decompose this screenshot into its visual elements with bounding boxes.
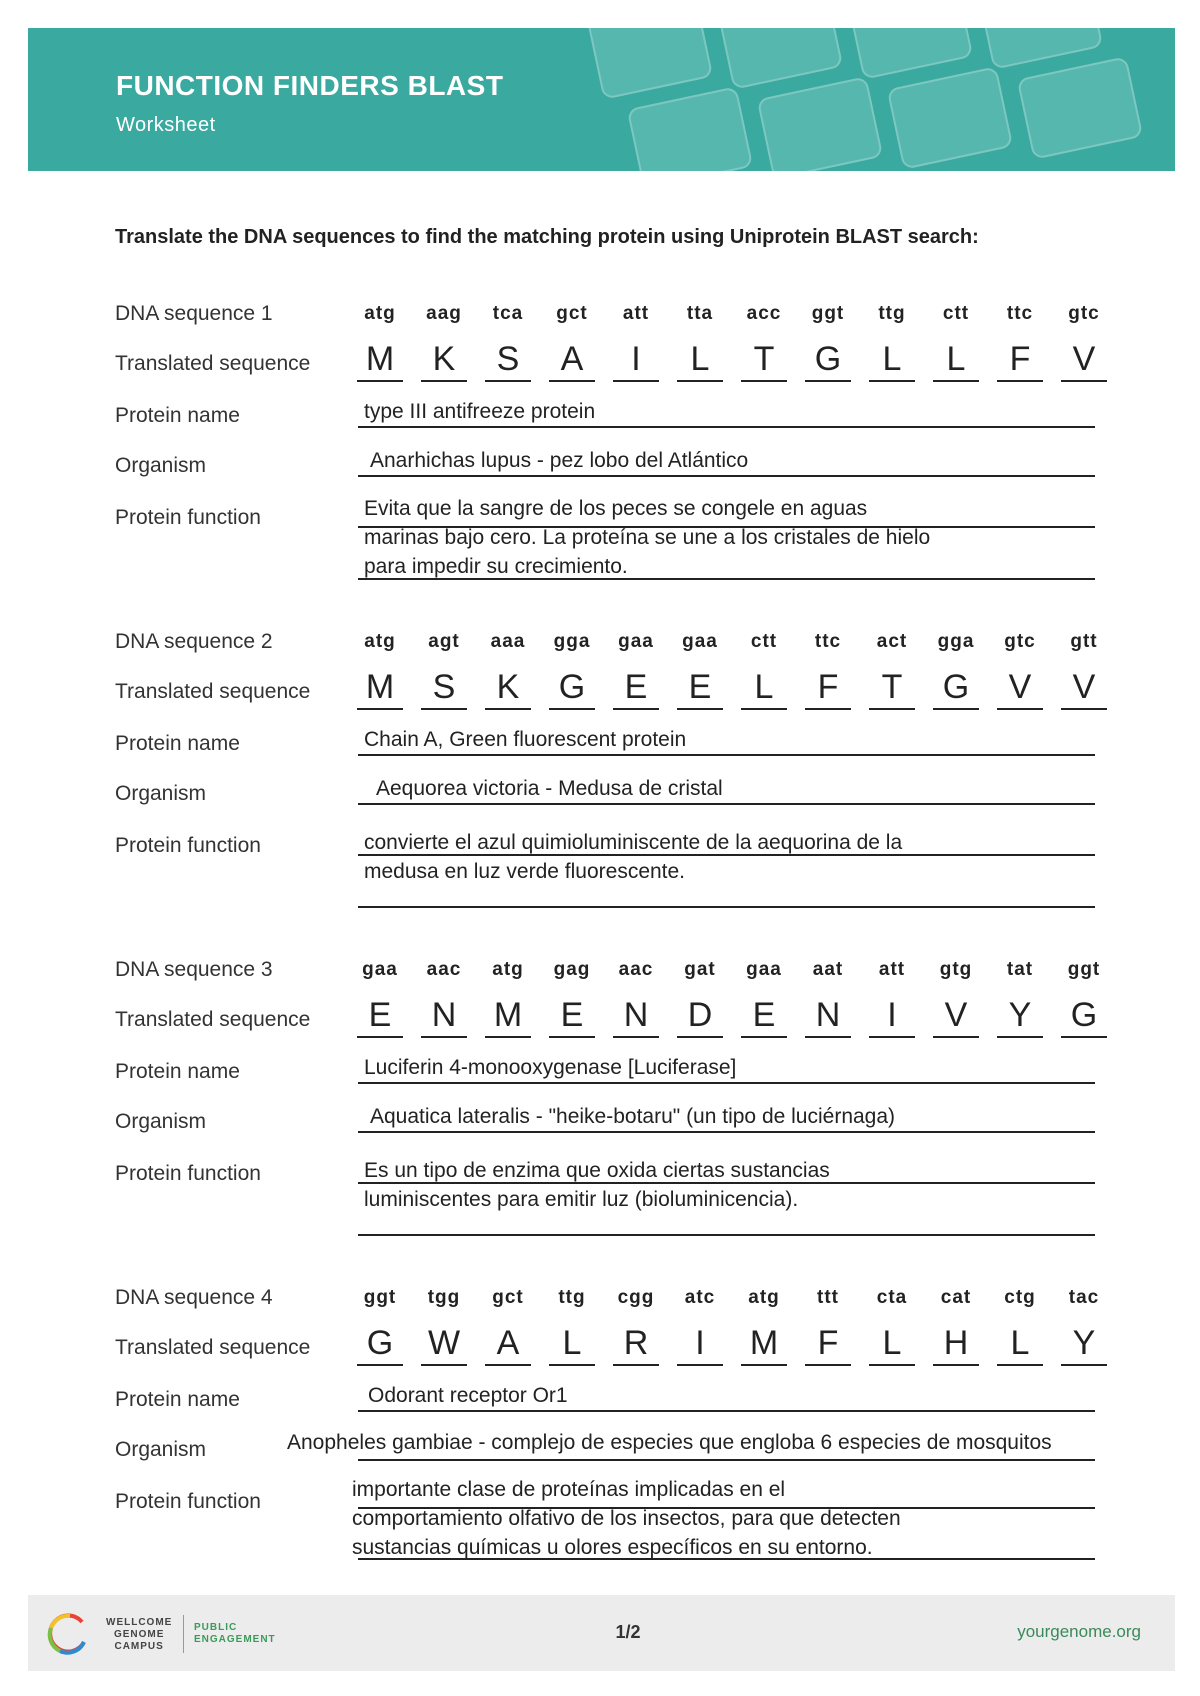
function-line: Evita que la sangre de los peces se congele en aguas (364, 497, 868, 520)
divider (183, 1615, 184, 1653)
codon: atg (492, 959, 524, 980)
amino-acid: Y (1061, 1324, 1107, 1366)
codon: gaa (682, 631, 718, 652)
dna-sequence-label: DNA sequence 3 (115, 958, 273, 981)
amino-acid: L (997, 1324, 1043, 1366)
amino-acid: E (741, 996, 787, 1038)
pe-line: ENGAGEMENT (194, 1634, 276, 1645)
protein-name-label: Protein name (115, 732, 240, 755)
codon: gct (556, 303, 588, 324)
function-line: comportamiento olfativo de los insectos, para que detecten (352, 1507, 901, 1530)
amino-acid: T (741, 340, 787, 382)
codon: tat (1006, 959, 1034, 980)
amino-acid: M (741, 1324, 787, 1366)
amino-acid: L (549, 1324, 595, 1366)
amino-acid: D (677, 996, 723, 1038)
codon: cgg (617, 1287, 655, 1308)
answer-line (358, 1507, 1095, 1509)
codon: aag (426, 303, 462, 324)
codon: gtc (1004, 631, 1036, 652)
function-line: medusa en luz verde fluorescente. (364, 860, 686, 883)
answer-line (358, 578, 1095, 580)
answer-line (358, 1459, 1095, 1461)
amino-acid: A (485, 1324, 531, 1366)
sequence-section-1 (0, 294, 1200, 604)
codon: cat (940, 1287, 972, 1308)
translated-sequence-label: Translated sequence (115, 352, 311, 375)
codon: atg (364, 303, 396, 324)
amino-acid: F (805, 1324, 851, 1366)
codon: ctt (942, 303, 970, 324)
footer (28, 1595, 1175, 1671)
codon: cta (876, 1287, 908, 1308)
organism-label: Organism (115, 1438, 207, 1461)
amino-acid: A (549, 340, 595, 382)
amino-acid: F (997, 340, 1043, 382)
amino-acid: I (869, 996, 915, 1038)
codon: tca (492, 303, 524, 324)
codon: gct (492, 1287, 524, 1308)
protein-name-value: Luciferin 4-monooxygenase [Luciferase] (364, 1056, 737, 1079)
codon: gtg (939, 959, 973, 980)
organism-value: Aquatica lateralis - "heike-botaru" (un tipo de luciérnaga) (370, 1105, 896, 1128)
codon: gtc (1068, 303, 1100, 324)
amino-acid: R (613, 1324, 659, 1366)
amino-acid: F (805, 668, 851, 710)
protein-function-label: Protein function (115, 1490, 261, 1513)
answer-line (358, 426, 1095, 428)
amino-acid: E (549, 996, 595, 1038)
protein-function-value (364, 828, 1064, 886)
codon: gaa (746, 959, 782, 980)
protein-function-label: Protein function (115, 506, 261, 529)
codon: ttt (817, 1287, 839, 1308)
function-line: importante clase de proteínas implicadas en el (352, 1478, 786, 1501)
amino-acid: K (485, 668, 531, 710)
answer-line (358, 754, 1095, 756)
amino-acid: I (613, 340, 659, 382)
codon: act (876, 631, 908, 652)
codon: atc (684, 1287, 716, 1308)
amino-acid: M (357, 340, 403, 382)
codon: tta (686, 303, 714, 324)
answer-line (358, 803, 1095, 805)
codon: aac (618, 959, 654, 980)
answer-line (358, 1410, 1095, 1412)
codon: aaa (490, 631, 526, 652)
sequence-section-4 (0, 1278, 1200, 1588)
worksheet-subtitle: Worksheet (116, 114, 216, 136)
codon: tac (1068, 1287, 1100, 1308)
amino-acid: V (1061, 340, 1107, 382)
function-line: Es un tipo de enzima que oxida ciertas sustancias (364, 1159, 830, 1182)
answer-line (358, 526, 1095, 528)
answer-line (358, 1131, 1095, 1133)
function-line: sustancias químicas u olores específicos en su entorno. (352, 1536, 873, 1559)
amino-acid: N (421, 996, 467, 1038)
amino-acid: G (549, 668, 595, 710)
amino-acid: Y (997, 996, 1043, 1038)
protein-name-value: Odorant receptor Or1 (368, 1384, 568, 1407)
worksheet-title: FUNCTION FINDERS BLAST (116, 70, 504, 101)
organism-value: Aequorea victoria - Medusa de cristal (376, 777, 723, 800)
organism-value: Anarhichas lupus - pez lobo del Atlántico (370, 449, 749, 472)
codon: ttg (878, 303, 906, 324)
answer-line (358, 1558, 1095, 1560)
codon: att (878, 959, 906, 980)
answer-line (358, 854, 1095, 856)
dna-sequence-label: DNA sequence 1 (115, 302, 273, 325)
wellcome-genome-campus-logo-icon (46, 1612, 90, 1656)
org-name (106, 1617, 172, 1653)
amino-acid: L (677, 340, 723, 382)
answer-line (358, 1182, 1095, 1184)
amino-acid: K (421, 340, 467, 382)
amino-acid: V (933, 996, 979, 1038)
org-name-line: WELLCOME (106, 1617, 173, 1628)
amino-acid: N (805, 996, 851, 1038)
codon: acc (746, 303, 782, 324)
protein-name-value: Chain A, Green fluorescent protein (364, 728, 687, 751)
amino-acid: M (485, 996, 531, 1038)
org-name-line: CAMPUS (114, 1641, 164, 1652)
codon: atg (364, 631, 396, 652)
amino-acid: I (677, 1324, 723, 1366)
answer-line (358, 475, 1095, 477)
amino-acid: G (933, 668, 979, 710)
header-banner (28, 28, 1175, 171)
dna-sequence-label: DNA sequence 4 (115, 1286, 273, 1309)
protein-name-value: type III antifreeze protein (364, 400, 596, 423)
amino-acid: H (933, 1324, 979, 1366)
answer-line (358, 1082, 1095, 1084)
protein-name-label: Protein name (115, 1060, 240, 1083)
protein-function-label: Protein function (115, 834, 261, 857)
codon: gga (553, 631, 591, 652)
codon: atg (748, 1287, 780, 1308)
amino-acid: M (357, 668, 403, 710)
answer-line (358, 1234, 1095, 1236)
org-name-line: GENOME (113, 1629, 165, 1640)
codon: gaa (362, 959, 398, 980)
amino-acid: V (997, 668, 1043, 710)
codon: ggt (363, 1287, 397, 1308)
amino-acid: L (869, 340, 915, 382)
amino-acid: G (805, 340, 851, 382)
codon: att (622, 303, 650, 324)
amino-acid: W (421, 1324, 467, 1366)
amino-acid: L (869, 1324, 915, 1366)
codon: gat (684, 959, 716, 980)
organism-label: Organism (115, 454, 207, 477)
function-line: luminiscentes para emitir luz (bioluminicencia). (364, 1188, 799, 1211)
protein-function-value (352, 1475, 1052, 1562)
codon: ttg (558, 1287, 586, 1308)
function-line: marinas bajo cero. La proteína se une a los cristales de hielo (364, 526, 931, 549)
amino-acid: V (1061, 668, 1107, 710)
protein-function-label: Protein function (115, 1162, 261, 1185)
codon: gtt (1070, 631, 1098, 652)
amino-acid: G (357, 1324, 403, 1366)
function-line: convierte el azul quimioluminiscente de la aequorina de la (364, 831, 903, 854)
codon: aac (426, 959, 462, 980)
codon: ggt (1067, 959, 1101, 980)
website-link[interactable]: yourgenome.org (1017, 1622, 1141, 1641)
codon: ctg (1004, 1287, 1036, 1308)
protein-name-label: Protein name (115, 1388, 240, 1411)
codon: tgg (427, 1287, 461, 1308)
amino-acid: S (485, 340, 531, 382)
translated-sequence-label: Translated sequence (115, 1008, 311, 1031)
amino-acid: E (357, 996, 403, 1038)
amino-acid: L (741, 668, 787, 710)
sequence-section-3 (0, 950, 1200, 1260)
amino-acid: E (677, 668, 723, 710)
codon: gaa (618, 631, 654, 652)
translated-sequence-label: Translated sequence (115, 1336, 311, 1359)
amino-acid: G (1061, 996, 1107, 1038)
protein-function-value (364, 1156, 1064, 1214)
amino-acid: E (613, 668, 659, 710)
pe-line: PUBLIC (194, 1622, 238, 1633)
organism-label: Organism (115, 1110, 207, 1133)
organism-value: Anopheles gambiae - complejo de especies que engloba 6 especies de mosquitos (287, 1431, 1052, 1454)
codon: ggt (811, 303, 845, 324)
dna-sequence-label: DNA sequence 2 (115, 630, 273, 653)
translated-sequence-label: Translated sequence (115, 680, 311, 703)
keyboard-keys-decoration (555, 28, 1175, 171)
answer-line (358, 906, 1095, 908)
page-number: 1/2 (615, 1622, 641, 1642)
amino-acid: L (933, 340, 979, 382)
codon: ttc (1006, 303, 1034, 324)
protein-function-value (364, 494, 1064, 581)
codon: aat (812, 959, 844, 980)
amino-acid: T (869, 668, 915, 710)
sequence-section-2 (0, 622, 1200, 932)
function-line: para impedir su crecimiento. (364, 555, 628, 578)
codon: ctt (750, 631, 778, 652)
codon: gga (937, 631, 975, 652)
codon: gag (553, 959, 591, 980)
public-engagement-label (194, 1622, 276, 1646)
protein-name-label: Protein name (115, 404, 240, 427)
amino-acid: S (421, 668, 467, 710)
codon: ttc (814, 631, 842, 652)
instructions: Translate the DNA sequences to find the matching protein using Uniprotein BLAST search: (115, 226, 979, 248)
organism-label: Organism (115, 782, 207, 805)
amino-acid: N (613, 996, 659, 1038)
codon: agt (428, 631, 460, 652)
